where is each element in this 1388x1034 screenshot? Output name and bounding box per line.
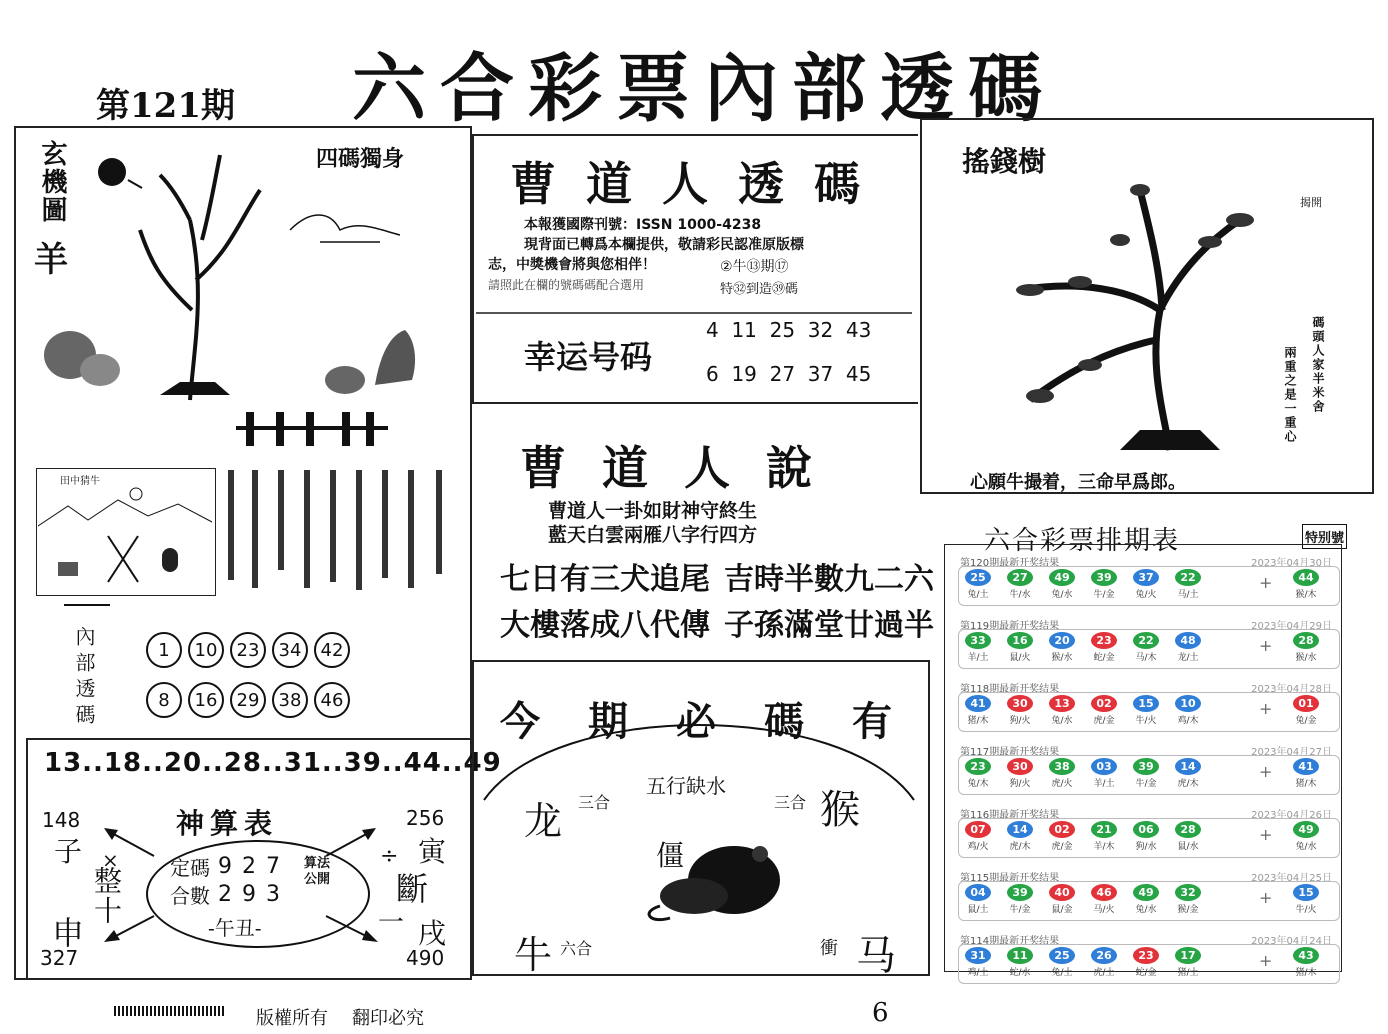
ball-number: 49 <box>1133 884 1159 901</box>
sanhe-right: 三合 <box>774 793 807 812</box>
ball-zodiac: 兔/金 <box>1295 716 1317 726</box>
lottery-ball <box>963 947 993 978</box>
lottery-ball <box>1047 821 1077 852</box>
inner-code-ball: 42 <box>314 632 350 668</box>
ball-zodiac: 鸡/木 <box>1177 716 1199 726</box>
special-ball <box>1291 632 1321 663</box>
ball-number: 03 <box>1091 758 1117 775</box>
lucky-row-2: 6 19 27 37 45 <box>706 362 872 386</box>
result-row <box>952 617 1346 673</box>
ball-number: 41 <box>965 695 991 712</box>
ball-zodiac: 鸡/土 <box>967 968 989 978</box>
ball-zodiac: 鼠/金 <box>1051 905 1073 915</box>
lottery-ball <box>963 632 993 663</box>
ball-number: 07 <box>965 821 991 838</box>
xu-char: 戌 <box>418 917 447 950</box>
ball-zodiac: 猪/木 <box>967 716 989 726</box>
number-148: 148 <box>42 808 81 832</box>
ball-number: 01 <box>1293 695 1319 712</box>
ball-number: 32 <box>1175 884 1201 901</box>
ball-number: 16 <box>1007 632 1033 649</box>
lottery-ball <box>1089 758 1119 789</box>
poem-line-2b: 子孫滿堂廿過半 <box>724 608 934 643</box>
ball-number: 38 <box>1049 758 1075 775</box>
tree-badge: 揭開 <box>1300 196 1322 209</box>
ball-zodiac: 兔/水 <box>1135 905 1157 915</box>
lottery-ball <box>1047 947 1077 978</box>
ball-number: 02 <box>1091 695 1117 712</box>
number-490: 490 <box>406 946 445 970</box>
special-ball <box>1291 821 1321 852</box>
dingma-value: 927 <box>218 854 290 879</box>
ball-zodiac: 狗/水 <box>1135 842 1157 852</box>
separator-line <box>64 604 110 606</box>
ball-zodiac: 牛/金 <box>1135 779 1157 789</box>
inner-code-ball: 8 <box>146 682 182 718</box>
inner-code-ball: 29 <box>230 682 266 718</box>
ball-number: 28 <box>1293 632 1319 649</box>
ball-number: 39 <box>1133 758 1159 775</box>
notice-line-3: 志，中獎機會將與您相伴！ <box>488 257 656 273</box>
rat-illustration <box>640 836 790 926</box>
lottery-ball <box>1005 884 1035 915</box>
lottery-ball <box>963 569 993 600</box>
ball-zodiac: 猴/金 <box>1177 905 1199 915</box>
result-band <box>958 881 1340 921</box>
copyright-text: 版權所有 <box>256 1008 328 1029</box>
lottery-ball <box>1089 695 1119 726</box>
ball-number: 13 <box>1049 695 1075 712</box>
sanhe-left: 三合 <box>578 793 611 812</box>
plus-sign: + <box>1259 762 1273 781</box>
ball-zodiac: 蛇/金 <box>1093 653 1115 663</box>
ball-zodiac: 羊/木 <box>1093 842 1115 852</box>
ball-zodiac: 虎/金 <box>1051 842 1073 852</box>
inner-code-ball: 16 <box>188 682 224 718</box>
mini-scene-drawing <box>38 486 212 590</box>
special-ball <box>1291 884 1321 915</box>
result-title: 第117期最新开奖结果 <box>960 747 1060 758</box>
plus-sign: + <box>1259 825 1273 844</box>
ball-zodiac: 鸡/火 <box>967 842 989 852</box>
niu-char: 牛 <box>514 933 553 977</box>
ball-number: 31 <box>965 947 991 964</box>
ball-zodiac: 马/火 <box>1093 905 1115 915</box>
plus-sign: + <box>1259 888 1273 907</box>
ball-zodiac: 猴/木 <box>1295 590 1317 600</box>
ball-number: 39 <box>1007 884 1033 901</box>
long-char: 龙 <box>524 799 563 843</box>
ball-number: 10 <box>1175 695 1201 712</box>
lottery-ball <box>1089 884 1119 915</box>
result-row <box>952 806 1346 862</box>
ball-zodiac: 鼠/火 <box>1009 653 1031 663</box>
ball-zodiac: 猪/土 <box>1177 968 1199 978</box>
jiang-char: 僵 <box>656 839 685 872</box>
vertical-script-column <box>222 466 462 596</box>
ball-number: 04 <box>965 884 991 901</box>
ball-number: 22 <box>1133 632 1159 649</box>
inner-code-ball: 34 <box>272 632 308 668</box>
ball-zodiac: 牛/火 <box>1295 905 1317 915</box>
ball-number: 41 <box>1293 758 1319 775</box>
ball-number: 02 <box>1049 821 1075 838</box>
ball-zodiac: 兔/火 <box>1135 590 1157 600</box>
poem-short-1: 曹道人一卦如財神守終生 <box>548 500 758 522</box>
inner-code-label: 內部透碼 <box>72 626 96 730</box>
special-label: 特别號 <box>1302 524 1347 549</box>
ball-zodiac: 牛/火 <box>1135 716 1157 726</box>
ball-number: 25 <box>1049 947 1075 964</box>
ball-zodiac: 龙/土 <box>1177 653 1199 663</box>
wuchou-label: -午丑- <box>208 916 262 940</box>
poem-line-2a: 大樓落成八代傳 <box>500 608 710 643</box>
zheng-shi-chars: 整十 <box>90 866 123 926</box>
ball-number: 33 <box>965 632 991 649</box>
yin-char: 寅 <box>418 835 447 868</box>
result-title: 第120期最新开奖结果 <box>960 558 1060 569</box>
lottery-ball <box>1047 695 1077 726</box>
ball-zodiac: 羊/土 <box>967 653 989 663</box>
poem-line-1a: 七日有三犬追尾 <box>500 562 710 597</box>
ball-zodiac: 马/土 <box>1177 590 1199 600</box>
xuanji-illustration <box>40 140 460 420</box>
heshu-value: 293 <box>218 882 290 907</box>
result-date: 2023年04月29日 <box>1251 621 1332 632</box>
ball-zodiac: 虎/火 <box>1051 779 1073 789</box>
result-row <box>952 743 1346 799</box>
wuxing-label: 五行缺水 <box>646 774 726 798</box>
result-date: 2023年04月30日 <box>1251 558 1332 569</box>
plus-sign: + <box>1259 636 1273 655</box>
lottery-ball <box>1173 632 1203 663</box>
notice-line-1: 本報獲國際刊號：ISSN 1000-4238 <box>524 217 762 233</box>
result-date: 2023年04月28日 <box>1251 684 1332 695</box>
ball-zodiac: 兔/水 <box>1295 842 1317 852</box>
heshu-row <box>170 880 290 909</box>
result-date: 2023年04月25日 <box>1251 873 1332 884</box>
number-327: 327 <box>40 946 79 970</box>
ball-zodiac: 猪/木 <box>1295 968 1317 978</box>
zi-char: 子 <box>54 835 83 868</box>
ball-number: 27 <box>1007 569 1033 586</box>
poem-line-1b: 吉時半數九二六 <box>724 562 934 597</box>
lottery-ball <box>1047 884 1077 915</box>
lottery-ball <box>1131 695 1161 726</box>
money-tree-illustration <box>960 160 1300 460</box>
ball-number: 15 <box>1293 884 1319 901</box>
result-band <box>958 818 1340 858</box>
ball-number: 23 <box>965 758 991 775</box>
ball-zodiac: 猴/水 <box>1051 653 1073 663</box>
special-ball <box>1291 758 1321 789</box>
arch-title: 今期必碼有 <box>500 698 940 745</box>
ball-number: 30 <box>1007 695 1033 712</box>
ball-zodiac: 狗/火 <box>1009 779 1031 789</box>
lottery-ball <box>1131 947 1161 978</box>
result-row <box>952 932 1346 988</box>
result-date: 2023年04月26日 <box>1251 810 1332 821</box>
number-256: 256 <box>406 806 445 830</box>
lottery-ball <box>1131 821 1161 852</box>
result-row <box>952 680 1346 736</box>
lottery-ball <box>1005 947 1035 978</box>
inner-code-row-1 <box>146 632 356 668</box>
plus-sign: + <box>1259 699 1273 718</box>
page-number: 6 <box>872 998 889 1028</box>
special-ball <box>1291 947 1321 978</box>
result-band <box>958 755 1340 795</box>
yi-char: 一 <box>378 908 405 938</box>
result-band <box>958 629 1340 669</box>
ball-zodiac: 猴/水 <box>1295 653 1317 663</box>
lucky-number-label: 幸运号码 <box>524 338 653 376</box>
lottery-ball <box>1005 821 1035 852</box>
plus-sign: + <box>1259 951 1273 970</box>
suanfa-label: 算法公開 <box>304 856 331 887</box>
ball-number: 15 <box>1133 695 1159 712</box>
lottery-ball <box>1005 758 1035 789</box>
ball-zodiac: 兔/土 <box>1051 968 1073 978</box>
ball-number: 26 <box>1091 947 1117 964</box>
lottery-ball <box>1005 632 1035 663</box>
ball-number: 30 <box>1007 758 1033 775</box>
shensuan-title: 神算表 <box>176 807 279 840</box>
lottery-ball <box>963 695 993 726</box>
lottery-ball <box>1173 569 1203 600</box>
heshu-label: 合數 <box>170 884 210 908</box>
ball-zodiac: 兔/水 <box>1051 590 1073 600</box>
lottery-ball <box>1173 884 1203 915</box>
duan-char: 斷 <box>396 870 429 908</box>
ball-zodiac: 兔/木 <box>967 779 989 789</box>
divide-sign: ÷ <box>380 844 399 869</box>
result-row <box>952 869 1346 925</box>
dingma-row <box>170 852 290 881</box>
shen-char: 申 <box>52 914 85 952</box>
lottery-ball <box>1173 695 1203 726</box>
tree-title: 搖錢樹 <box>962 145 1047 178</box>
lottery-ball <box>963 884 993 915</box>
ball-number: 49 <box>1293 821 1319 838</box>
liuhe-label: 六合 <box>560 939 593 958</box>
schedule-title: 六合彩票排期表 <box>984 526 1181 556</box>
ball-zodiac: 鼠/土 <box>967 905 989 915</box>
lottery-ball <box>963 821 993 852</box>
numbers-line: 13..18..20..28..31..39..44..49 <box>44 748 502 778</box>
ball-number: 21 <box>1091 821 1117 838</box>
dingma-label: 定碼 <box>170 856 210 880</box>
ball-number: 06 <box>1133 821 1159 838</box>
ball-number: 22 <box>1175 569 1201 586</box>
inner-code-ball: 23 <box>230 632 266 668</box>
ball-zodiac: 鼠/水 <box>1177 842 1199 852</box>
lottery-ball <box>963 758 993 789</box>
tree-caption: 心願牛撮着，三命早爲郎。 <box>970 472 1186 493</box>
xuanji-title: 玄機圖 <box>37 140 67 224</box>
lottery-ball <box>1047 569 1077 600</box>
ball-zodiac: 狗/火 <box>1009 716 1031 726</box>
four-code-label: 四碼獨身 <box>316 146 405 172</box>
ball-zodiac: 虎/金 <box>1093 716 1115 726</box>
lottery-ball <box>1005 569 1035 600</box>
ball-number: 39 <box>1091 569 1117 586</box>
ball-number: 40 <box>1049 884 1075 901</box>
side-poem-2: 兩重之是一重心 <box>1283 346 1297 444</box>
ball-number: 43 <box>1293 947 1319 964</box>
lottery-ball <box>1131 569 1161 600</box>
ball-zodiac: 羊/土 <box>1093 779 1115 789</box>
ball-zodiac: 猪/木 <box>1295 779 1317 789</box>
mini-code-2: 特㉜到造㊴碼 <box>720 282 799 297</box>
ball-number: 23 <box>1133 947 1159 964</box>
center-divider-1 <box>476 312 912 314</box>
inner-code-ball: 38 <box>272 682 308 718</box>
lottery-ball <box>1089 947 1119 978</box>
lottery-ball <box>1047 632 1077 663</box>
lottery-ball <box>1131 884 1161 915</box>
barcode <box>114 1006 224 1016</box>
lottery-ball <box>1005 695 1035 726</box>
result-band <box>958 944 1340 984</box>
ball-zodiac: 蛇/金 <box>1135 968 1157 978</box>
result-band <box>958 692 1340 732</box>
ball-number: 20 <box>1049 632 1075 649</box>
lucky-row-1: 4 11 25 32 43 <box>706 318 872 342</box>
ball-zodiac: 虎/木 <box>1009 842 1031 852</box>
poem-short-2: 藍天白雲兩雁八字行四方 <box>548 524 758 546</box>
lottery-ball <box>1131 632 1161 663</box>
chong-char: 衝 <box>820 938 838 959</box>
ball-zodiac: 兔/水 <box>1051 716 1073 726</box>
result-date: 2023年04月27日 <box>1251 747 1332 758</box>
lottery-ball <box>1173 758 1203 789</box>
ball-number: 17 <box>1175 947 1201 964</box>
result-title: 第114期最新开奖结果 <box>960 936 1060 947</box>
xuanji-animal: 羊 <box>34 240 68 280</box>
result-date: 2023年04月24日 <box>1251 936 1332 947</box>
ball-number: 28 <box>1175 821 1201 838</box>
inner-code-ball: 1 <box>146 632 182 668</box>
hou-char: 猴 <box>820 787 860 833</box>
ball-zodiac: 牛/金 <box>1093 590 1115 600</box>
ball-number: 25 <box>965 569 991 586</box>
ball-number: 37 <box>1133 569 1159 586</box>
ball-number: 46 <box>1091 884 1117 901</box>
result-title: 第115期最新开奖结果 <box>960 873 1060 884</box>
ball-number: 14 <box>1175 758 1201 775</box>
special-ball <box>1291 695 1321 726</box>
lottery-ball <box>1089 569 1119 600</box>
ball-number: 23 <box>1091 632 1117 649</box>
ball-zodiac: 马/木 <box>1135 653 1157 663</box>
ball-number: 14 <box>1007 821 1033 838</box>
ball-number: 49 <box>1049 569 1075 586</box>
caodao-title: 曹道人透碼 <box>510 157 890 211</box>
mini-scene-label: 田中猜牛 <box>60 476 100 487</box>
ball-zodiac: 虎/木 <box>1177 779 1199 789</box>
main-title: 六合彩票內部透碼 <box>352 46 1056 132</box>
fence-drawing <box>232 406 392 452</box>
special-ball <box>1291 569 1321 600</box>
inner-code-ball: 46 <box>314 682 350 718</box>
ball-zodiac: 牛/水 <box>1009 590 1031 600</box>
side-poem-1: 碼頭人家半米舍 <box>1311 316 1325 414</box>
result-band <box>958 566 1340 606</box>
no-copy-text: 翻印必究 <box>352 1008 424 1029</box>
ball-zodiac: 牛/金 <box>1009 905 1031 915</box>
ma-char: 马 <box>856 933 896 979</box>
lottery-ball <box>1047 758 1077 789</box>
notice-line-2: 現背面已轉爲本欄提供，敬請彩民認准原版標 <box>524 237 804 253</box>
lottery-ball <box>1089 632 1119 663</box>
mini-code-1: ②牛⑬期⑰ <box>720 259 789 275</box>
ball-number: 44 <box>1293 569 1319 586</box>
ball-zodiac: 兔/土 <box>967 590 989 600</box>
lottery-ball <box>1089 821 1119 852</box>
lottery-ball <box>1131 758 1161 789</box>
issue-number: 第121期 <box>96 86 235 126</box>
caodao-says-title: 曹道人說 <box>520 441 848 495</box>
times-sign: × <box>102 848 119 872</box>
inner-code-row-2 <box>146 682 356 718</box>
notice-line-4: 請照此在欄的號碼碼配合選用 <box>488 278 645 292</box>
plus-sign: + <box>1259 573 1273 592</box>
result-title: 第118期最新开奖结果 <box>960 684 1060 695</box>
lottery-ball <box>1173 947 1203 978</box>
ball-zodiac: 虎/土 <box>1093 968 1115 978</box>
ball-number: 48 <box>1175 632 1201 649</box>
inner-code-ball: 10 <box>188 632 224 668</box>
result-row <box>952 554 1346 610</box>
result-title: 第116期最新开奖结果 <box>960 810 1060 821</box>
ball-zodiac: 蛇/水 <box>1009 968 1031 978</box>
result-title: 第119期最新开奖结果 <box>960 621 1060 632</box>
lottery-ball <box>1173 821 1203 852</box>
ball-number: 11 <box>1007 947 1033 964</box>
